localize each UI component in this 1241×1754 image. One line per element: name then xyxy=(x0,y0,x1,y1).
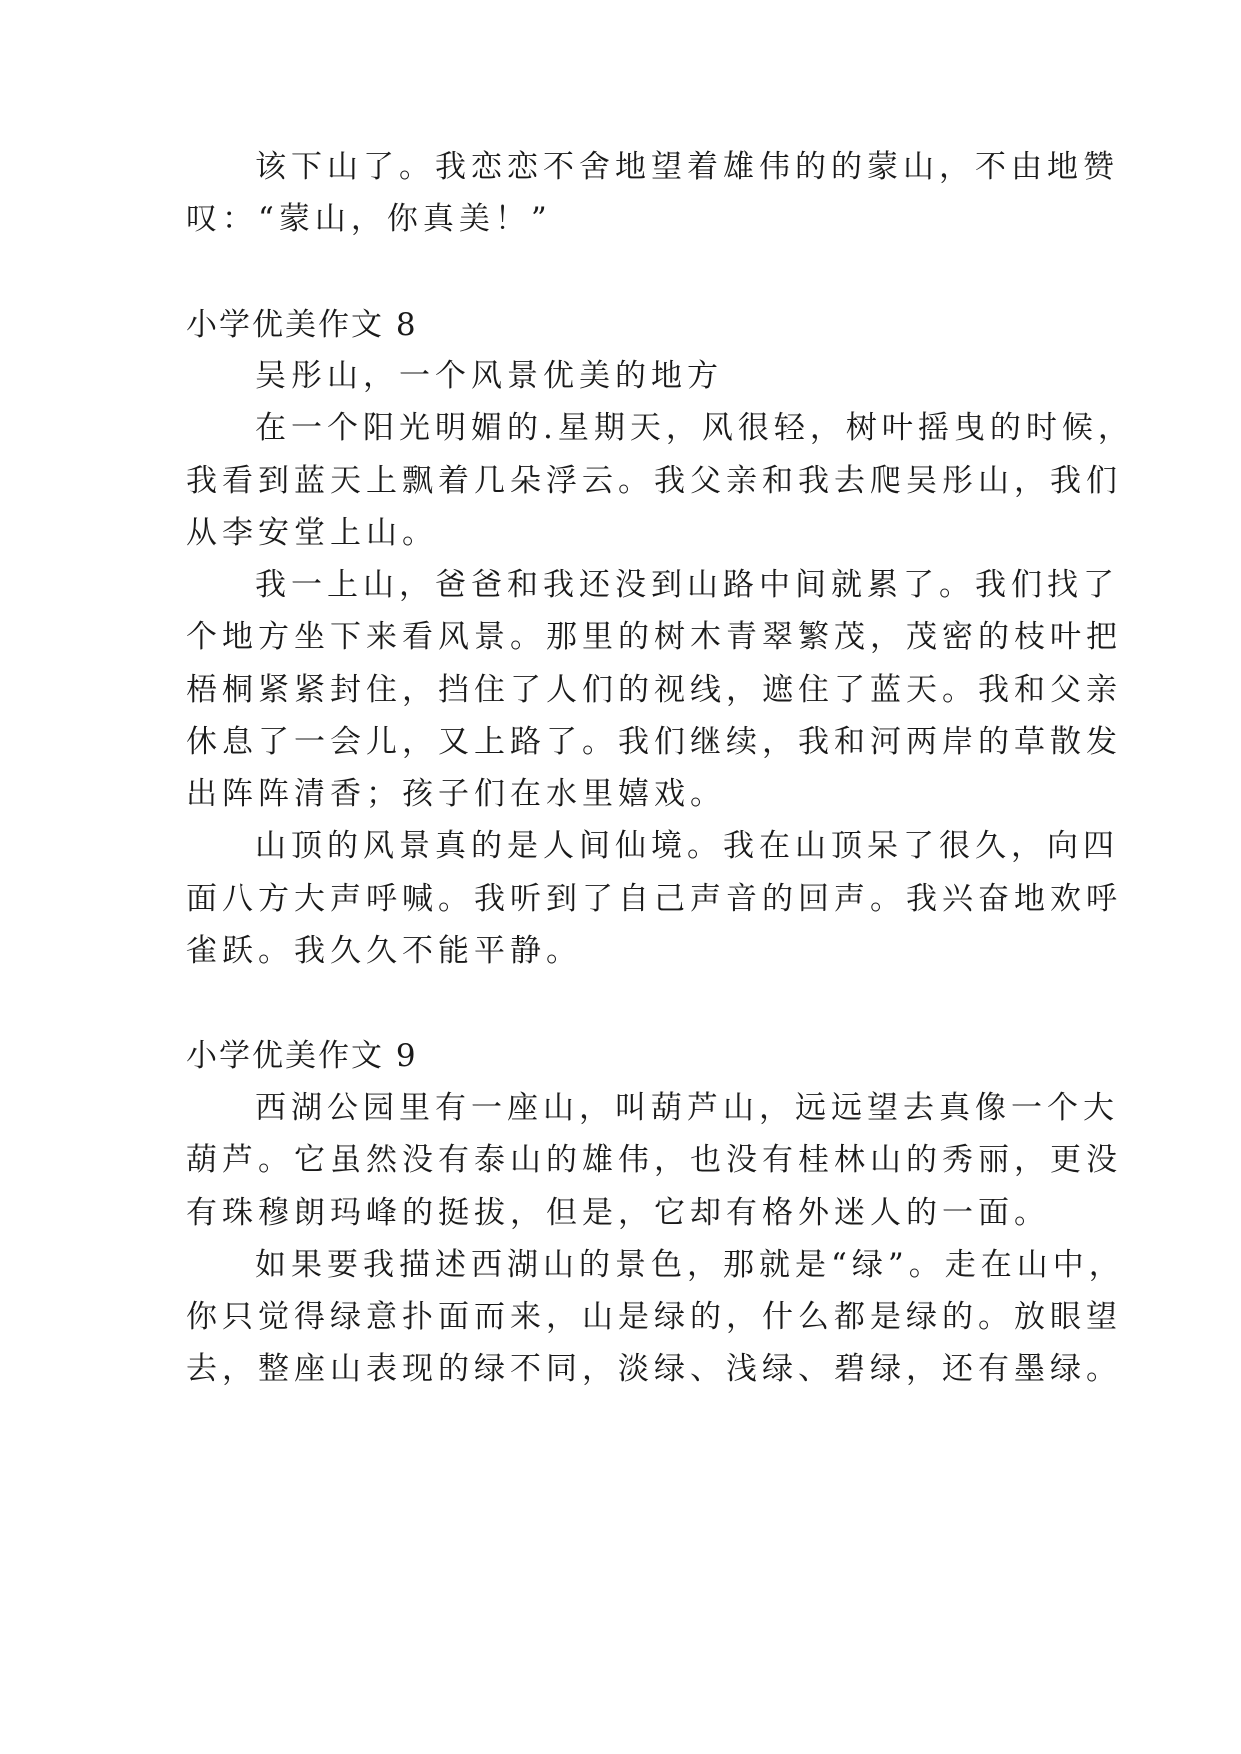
paragraph-line: 叹：“蒙山，你真美！” xyxy=(186,201,552,237)
paragraph-line: 我看到蓝天上飘着几朵浮云。我父亲和我去爬吴彤山，我们 xyxy=(186,463,1122,499)
paragraph-line: 面八方大声呼喊。我听到了自己声音的回声。我兴奋地欢呼 xyxy=(186,881,1122,917)
paragraph-line: 我一上山，爸爸和我还没到山路中间就累了。我们找了 xyxy=(255,567,1119,603)
essay-subtitle: 吴彤山，一个风景优美的地方 xyxy=(255,358,723,394)
paragraph-line: 该下山了。我恋恋不舍地望着雄伟的的蒙山，不由地赞 xyxy=(255,149,1119,185)
paragraph-line: 出阵阵清香；孩子们在水里嬉戏。 xyxy=(186,776,726,812)
paragraph-line: 个地方坐下来看风景。那里的树木青翠繁茂，茂密的枝叶把 xyxy=(186,619,1122,655)
paragraph-line: 休息了一会儿，又上路了。我们继续，我和河两岸的草散发 xyxy=(186,724,1122,760)
paragraph-line: 有珠穆朗玛峰的挺拔，但是，它却有格外迷人的一面。 xyxy=(186,1195,1050,1231)
paragraph-line: 从李安堂上山。 xyxy=(186,515,438,551)
paragraph-line: 在一个阳光明媚的.星期天，风很轻，树叶摇曳的时候， xyxy=(255,410,1134,446)
section-heading: 小学优美作文 9 xyxy=(186,1038,418,1074)
paragraph-line: 梧桐紧紧封住，挡住了人们的视线，遮住了蓝天。我和父亲 xyxy=(186,672,1122,708)
paragraph-line: 雀跃。我久久不能平静。 xyxy=(186,933,582,969)
paragraph-line: 山顶的风景真的是人间仙境。我在山顶呆了很久，向四 xyxy=(255,828,1119,864)
paragraph-line: 西湖公园里有一座山，叫葫芦山，远远望去真像一个大 xyxy=(255,1090,1119,1126)
paragraph-line: 葫芦。它虽然没有泰山的雄伟，也没有桂林山的秀丽，更没 xyxy=(186,1142,1122,1178)
section-heading: 小学优美作文 8 xyxy=(186,307,418,343)
paragraph-line: 去，整座山表现的绿不同，淡绿、浅绿、碧绿，还有墨绿。 xyxy=(186,1351,1122,1387)
paragraph-line: 如果要我描述西湖山的景色，那就是“绿”。走在山中， xyxy=(255,1247,1125,1283)
paragraph-line: 你只觉得绿意扑面而来，山是绿的，什么都是绿的。放眼望 xyxy=(186,1299,1122,1335)
